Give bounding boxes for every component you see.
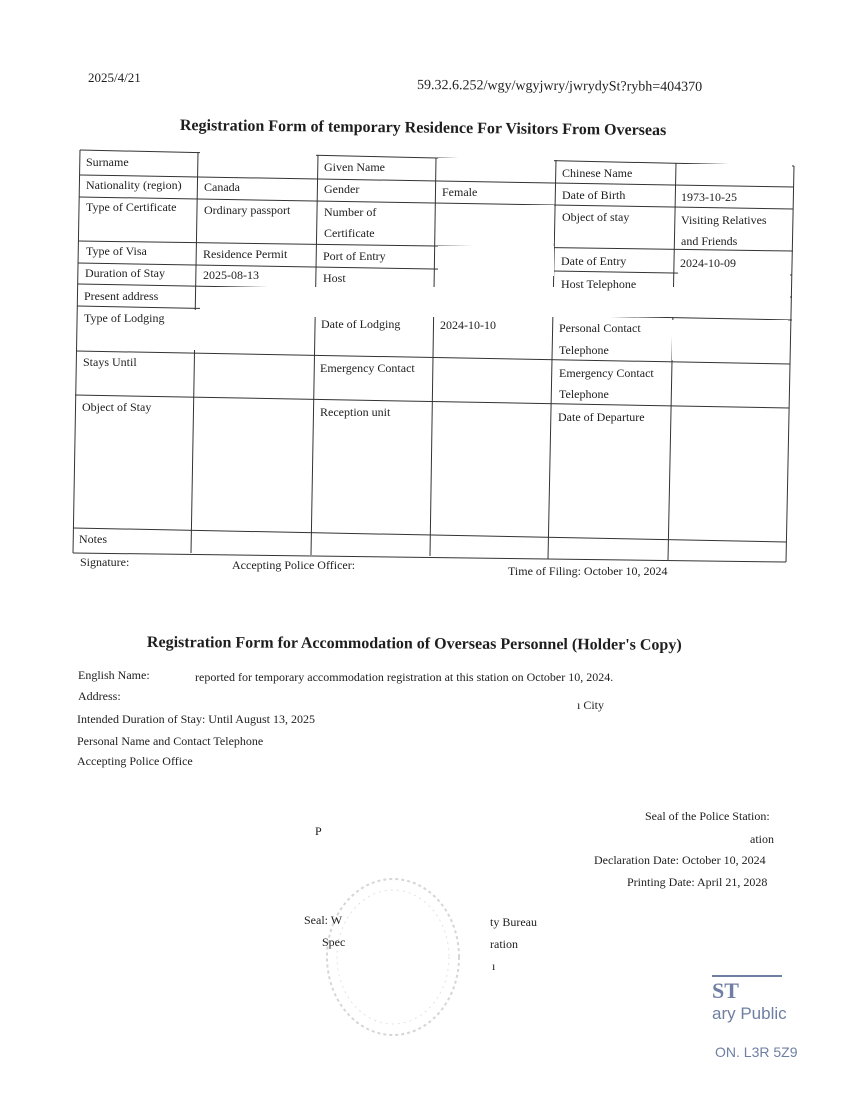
- address-fragment: ı City: [577, 698, 605, 712]
- value-object-of-stay-2: and Friends: [681, 234, 738, 248]
- print-date: 2025/4/21: [88, 70, 141, 85]
- p-fragment: P: [315, 824, 322, 838]
- label-present-address: Present address: [84, 289, 159, 303]
- accepting-officer-label: Accepting Police Officer:: [232, 558, 356, 572]
- notary-stamp-line3: ON. L3R 5Z9: [715, 1044, 798, 1060]
- label-reception-unit: Reception unit: [320, 405, 391, 419]
- label-type-of-certificate: Type of Certificate: [86, 200, 177, 214]
- value-nationality: Canada: [204, 180, 240, 194]
- form1-title: Registration Form of temporary Residence For Visitors From Overseas: [179, 117, 667, 140]
- notary-stamp-line1: ST: [712, 978, 739, 1003]
- time-of-filing: Time of Filing: October 10, 2024: [508, 564, 668, 578]
- value-object-of-stay-1: Visiting Relatives: [681, 213, 767, 227]
- label-host-telephone: Host Telephone: [561, 277, 637, 291]
- label-personal-contact-1: Personal Contact: [559, 321, 641, 335]
- label-duration-of-stay: Duration of Stay: [85, 266, 165, 280]
- label-emergency-contact-tel-1: Emergency Contact: [559, 366, 654, 380]
- reported-text: reported for temporary accommodation registration at this station on October 10, 2024.: [195, 670, 614, 684]
- label-date-of-lodging: Date of Lodging: [321, 317, 401, 331]
- seal-of-station-label: Seal of the Police Station:: [645, 809, 770, 823]
- label-object-of-stay-2: Object of Stay: [82, 400, 152, 414]
- seal-fragment: ation: [750, 832, 774, 846]
- label-type-of-lodging: Type of Lodging: [84, 311, 165, 325]
- faint-police-seal: [318, 872, 468, 1042]
- label-emergency-contact-tel-2: Telephone: [559, 387, 609, 401]
- value-duration-of-stay: 2025-08-13: [203, 268, 259, 282]
- label-gender: Gender: [324, 182, 360, 196]
- label-date-of-departure: Date of Departure: [558, 410, 645, 424]
- label-date-of-birth: Date of Birth: [562, 188, 626, 202]
- label-personal-contact-2: Telephone: [559, 343, 609, 357]
- label-date-of-entry: Date of Entry: [561, 254, 627, 268]
- notary-stamp-rule: [712, 975, 782, 977]
- label-nationality: Nationality (region): [86, 178, 182, 192]
- label-object-of-stay: Object of stay: [562, 210, 630, 224]
- value-date-of-birth: 1973-10-25: [681, 190, 737, 204]
- label-notes: Notes: [79, 532, 107, 546]
- value-type-of-visa: Residence Permit: [203, 247, 288, 261]
- seal-line-2a: Spec: [322, 935, 346, 949]
- label-number-of-certificate-2: Certificate: [324, 226, 375, 240]
- label-port-of-entry: Port of Entry: [323, 249, 386, 263]
- english-name-label: English Name:: [78, 668, 150, 682]
- label-surname: Surname: [86, 155, 129, 169]
- declaration-date: Declaration Date: October 10, 2024: [594, 853, 766, 867]
- seal-line-1a: Seal: W: [304, 913, 343, 927]
- seal-line-3b: ı: [492, 959, 496, 973]
- value-type-of-certificate: Ordinary passport: [204, 203, 291, 217]
- printing-date: Printing Date: April 21, 2028: [627, 875, 768, 889]
- value-date-of-entry: 2024-10-09: [680, 256, 736, 270]
- personal-name-contact: Personal Name and Contact Telephone: [77, 734, 264, 748]
- seal-line-2b: ration: [490, 937, 518, 951]
- label-type-of-visa: Type of Visa: [86, 244, 147, 258]
- intended-duration: Intended Duration of Stay: Until August 13, 2025: [77, 712, 315, 726]
- page-url: 59.32.6.252/wgy/wgyjwry/jwrydySt?rybh=404370: [416, 78, 703, 95]
- label-emergency-contact: Emergency Contact: [320, 361, 415, 375]
- label-host: Host: [323, 271, 346, 285]
- seal-line-1b: ty Bureau: [490, 915, 537, 929]
- label-chinese-name: Chinese Name: [562, 166, 633, 180]
- accepting-police-office: Accepting Police Office: [77, 754, 193, 768]
- form2-title: Registration Form for Accommodation of Overseas Personnel (Holder's Copy): [146, 634, 682, 654]
- value-date-of-lodging: 2024-10-10: [440, 318, 496, 332]
- label-given-name: Given Name: [324, 160, 385, 174]
- value-gender: Female: [442, 185, 478, 199]
- signature-label: Signature:: [80, 555, 130, 569]
- address-label: Address:: [78, 689, 121, 703]
- label-number-of-certificate-1: Number of: [324, 205, 377, 219]
- notary-stamp-line2: ary Public: [712, 1004, 787, 1023]
- label-stays-until: Stays Until: [83, 355, 137, 369]
